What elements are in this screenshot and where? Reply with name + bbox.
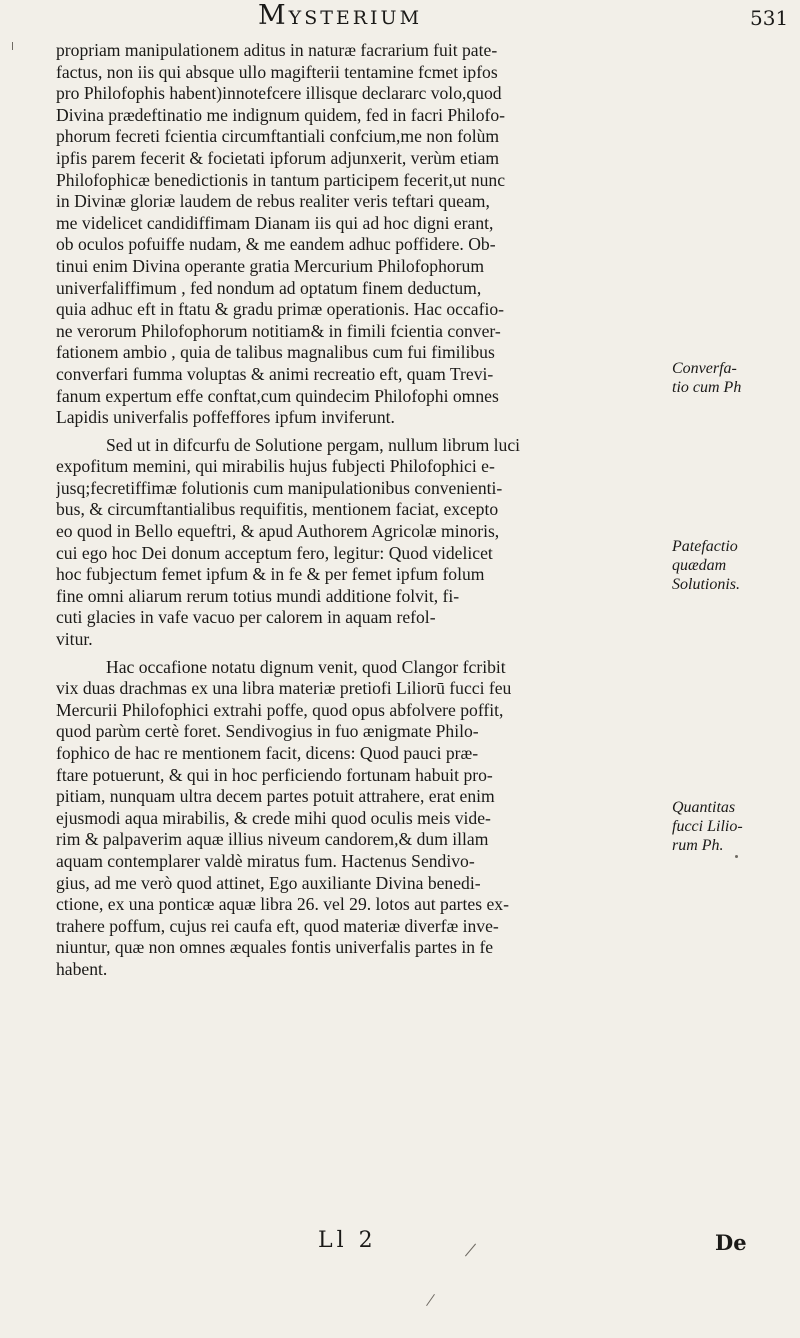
text-line: propriam manipulationem aditus in naturæ facrarium fuit pate- (56, 40, 498, 60)
text-line: vix duas drachmas ex una libra materiæ pretiofi Liliorū fucci feu (56, 678, 512, 699)
margin-note (672, 798, 800, 855)
text-line: Hac occafione notatu dignum venit, quod Clangor fcribit (106, 656, 506, 677)
page-number: 531 (750, 6, 789, 30)
text-line: ftare potuerunt, & qui in hoc perficiendo fortunam habuit pro- (56, 764, 493, 785)
text-line: gius, ad me verò quod attinet, Ego auxiliante Divina benedi- (56, 872, 481, 893)
text-line: ne verorum Philofophorum notitiam& in fimili fcientia conver- (56, 320, 501, 341)
text-line: fophico de hac re mentionem facit, dicens: Quod pauci præ- (56, 743, 479, 763)
margin-note-line: tio cum Ph (672, 379, 742, 396)
text-line: aquam contemplarer valdè miratus fum. Hactenus Sendivo- (56, 850, 475, 871)
ink-speck (735, 855, 738, 858)
paragraph-2 (56, 435, 666, 651)
body-text (56, 40, 666, 981)
text-line: cui ego hoc Dei donum acceptum fero, legitur: Quod videlicet (56, 542, 493, 563)
text-line: factus, non iis qui absque ullo magifterii tentamine fcmet ipfos (56, 61, 498, 82)
catchword: De (715, 1230, 747, 1255)
text-line: converfari fumma voluptas & animi recreatio eft, quam Trevi- (56, 363, 494, 384)
text-line: bus, & circumftantialibus requifitis, mentionem faciat, excepto (56, 499, 499, 520)
text-line: tinui enim Divina operante gratia Mercurium Philofophorum (56, 255, 485, 276)
text-line: Lapidis univerfalis poffeffores ipfum inviferunt. (56, 407, 395, 428)
margin-note (672, 359, 800, 397)
margin-note-line: Patefactio (672, 538, 738, 555)
text-line: quia adhuc eft in ftatu & gradu primæ operationis. Hac occafio- (56, 299, 504, 320)
text-line: jusq;fecretiffimæ folutionis cum manipulationibus convenienti- (56, 477, 503, 498)
margin-note-line: quædam (672, 557, 727, 574)
text-line: fationem ambio , quia de talibus magnalibus cum fui fimilibus (56, 342, 495, 363)
page-footer (0, 1228, 800, 1268)
text-line: cuti glacies in vafe vacuo per calorem in aquam refol- (56, 607, 436, 628)
ink-speck (12, 42, 13, 50)
text-line: Divina prædeftinatio me indignum quidem, fed in facri Philofo- (56, 104, 506, 125)
text-line: quod parùm certè foret. Sendivogius in fuo ænigmate Philo- (56, 721, 479, 742)
text-line: expofitum memini, qui mirabilis hujus fubjecti Philofophici e- (56, 456, 495, 477)
text-line: ejusmodi aqua mirabilis, & crede mihi quod oculis meis vide- (56, 807, 491, 828)
text-line: trahere poffum, cujus rei caufa eft, quod materiæ diverfæ inve- (56, 915, 499, 936)
running-title: Mysterium (258, 0, 423, 31)
text-line: rim & palpaverim aquæ illius niveum candorem,& dum illam (56, 829, 489, 850)
text-line: pro Philofophis habent)innotefcere illisque declararc volo,quod (56, 83, 502, 104)
pen-stroke (426, 1294, 435, 1306)
text-line: phorum fecreti fcientia circumftantiali confcium,me non folùm (56, 126, 500, 147)
margin-note-line: Converfa- (672, 360, 737, 377)
margin-note-line: rum Ph. (672, 837, 724, 854)
signature-mark: Ll 2 (318, 1228, 377, 1253)
text-line: fine omni aliarum rerum totius mundi additione folvit, fi- (56, 585, 460, 606)
margin-note-line: fucci Lilio- (672, 818, 743, 835)
text-line: ipfis parem fecerit & focietati ipforum adjunxerit, verùm etiam (56, 147, 500, 168)
text-line: fanum expertum effe conftat,cum quindecim Philofophi omnes (56, 385, 499, 406)
page-header (0, 0, 800, 36)
text-line: hoc fubjectum femet ipfum & in fe & per femet ipfum folum (56, 564, 485, 585)
text-line: Philofophicæ benedictionis in tantum participem fecerit,ut nunc (56, 169, 506, 190)
paragraph-3 (56, 657, 666, 981)
text-line: Sed ut in difcurfu de Solutione pergam, nullum librum luci (106, 434, 521, 455)
text-line: univerfaliffimum , fed nondum ad optatum finem deductum, (56, 277, 482, 298)
margin-note-line: Quantitas (672, 799, 736, 816)
text-line: niuntur, quæ non omnes æquales fontis univerfalis partes in fe (56, 937, 494, 958)
text-line: eo quod in Bello equeftri, & apud Authorem Agricolæ minoris, (56, 521, 500, 542)
text-line: ctione, ex una ponticæ aquæ libra 26. vel 29. lotos aut partes ex- (56, 894, 509, 915)
text-line: habent. (56, 958, 108, 979)
text-line: Mercurii Philofophici extrahi poffe, quod opus abfolvere poffit, (56, 699, 504, 720)
text-line: in Divinæ gloriæ laudem de rebus realiter veris teftari queam, (56, 191, 490, 212)
paragraph-1 (56, 40, 666, 429)
text-line: vitur. (56, 629, 93, 650)
text-line: me videlicet candidiffimam Dianam iis qui ad hoc digni erant, (56, 212, 494, 233)
text-line: ob oculos pofuiffe nudam, & me eandem adhuc poffidere. Ob- (56, 234, 496, 255)
text-line: pitiam, nunquam ultra decem partes potuit attrahere, erat enim (56, 786, 495, 807)
margin-note (672, 537, 800, 594)
margin-note-line: Solutionis. (672, 576, 741, 593)
